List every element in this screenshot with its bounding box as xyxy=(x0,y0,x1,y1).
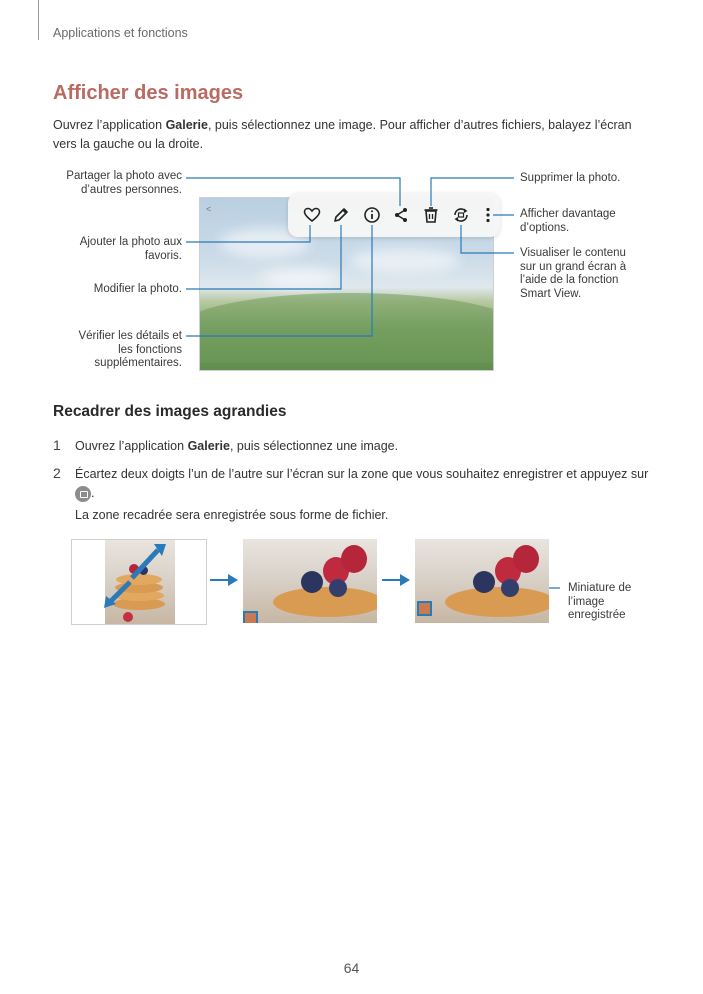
page-number: 64 xyxy=(343,960,360,976)
arrow-right-icon xyxy=(382,573,410,587)
smart-view-icon[interactable] xyxy=(451,205,471,225)
callout-delete: Supprimer la photo. xyxy=(520,172,621,184)
crop-step-pinch xyxy=(71,539,207,625)
intro-paragraph: Ouvrez l’application Galerie, puis sélectionnez une image. Pour afficher d’autres fichiers, balayez l’écran vers la gauche ou la droite. xyxy=(53,118,632,151)
sidebar-rule xyxy=(38,0,39,40)
section-heading: Recadrer des images agrandies xyxy=(53,403,287,420)
step-number: 2 xyxy=(53,465,61,481)
capture-button-icon xyxy=(75,486,91,502)
step-text: Écartez deux doigts l’un de l’autre sur l’écran sur la zone que vous souhaitez enregistrer et appuyez sur . xyxy=(75,467,649,500)
callout-details: Vérifier les détails et les fonctions supplémentaires. xyxy=(78,330,182,369)
crop-step-zoomed xyxy=(243,539,377,623)
back-icon: < xyxy=(206,204,212,214)
callout-smart-view: Visualiser le contenu sur un grand écran à l’aide de la fonction Smart View. xyxy=(520,247,627,300)
share-icon[interactable] xyxy=(391,205,411,225)
info-icon[interactable] xyxy=(362,205,382,225)
callout-favorite: Ajouter la photo aux favoris. xyxy=(79,236,182,262)
step-text: Ouvrez l’application Galerie, puis sélectionnez une image. xyxy=(75,439,399,453)
app-name: Galerie xyxy=(187,439,230,453)
step-number: 1 xyxy=(53,437,61,453)
running-header: Applications et fonctions xyxy=(53,26,188,40)
trash-icon[interactable] xyxy=(421,205,441,225)
pencil-icon[interactable] xyxy=(331,205,351,225)
heart-icon[interactable] xyxy=(302,205,322,225)
gallery-toolbar xyxy=(288,193,500,237)
arrow-right-icon xyxy=(210,573,238,587)
callout-thumbnail: Miniature de l’image enregistrée xyxy=(568,582,632,621)
saved-thumbnail[interactable] xyxy=(417,601,432,616)
callout-edit: Modifier la photo. xyxy=(93,283,182,295)
step-note: La zone recadrée sera enregistrée sous forme de fichier. xyxy=(75,508,389,522)
callout-more: Afficher davantage d’options. xyxy=(520,208,616,234)
page-title: Afficher des images xyxy=(53,82,244,104)
more-icon[interactable] xyxy=(478,205,498,225)
crop-step-saved xyxy=(415,539,549,623)
callout-share: Partager la photo avec d’autres personnes. xyxy=(66,170,182,196)
app-name: Galerie xyxy=(165,118,208,132)
